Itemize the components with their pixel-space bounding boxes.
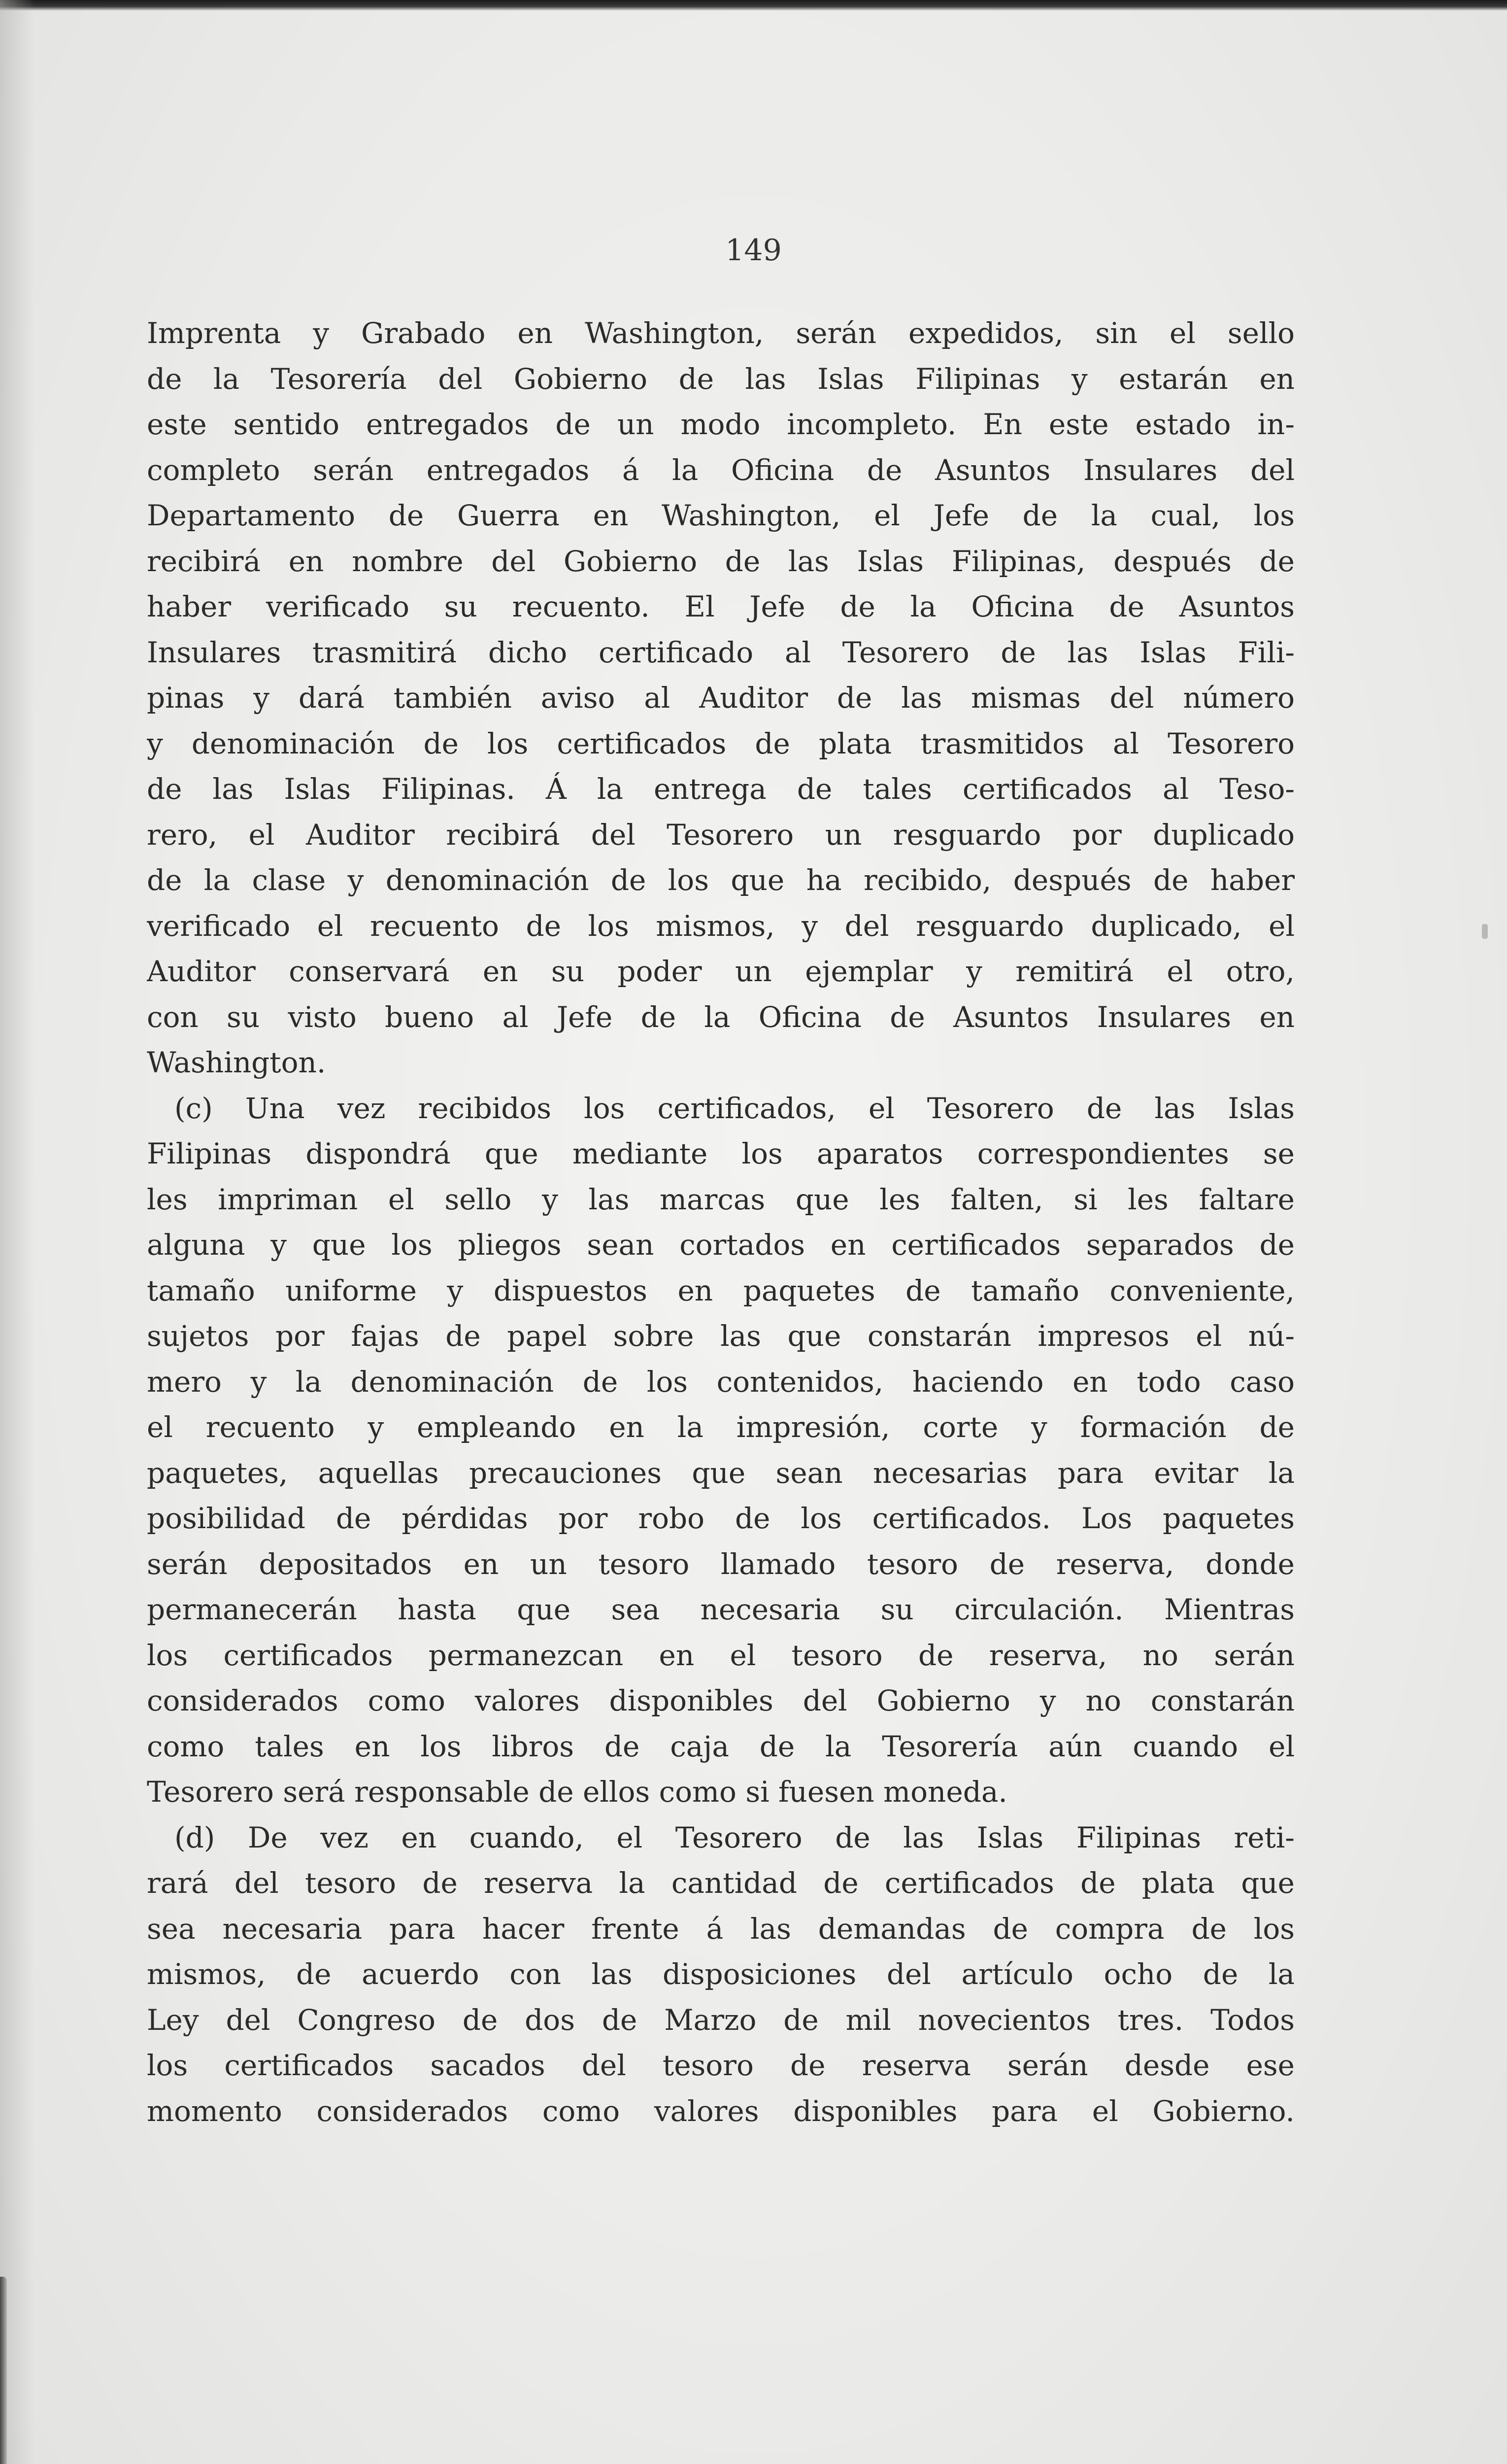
text-line: momento considerados como valores disponibles para el Gobierno. — [147, 2094, 1295, 2128]
text-line: Departamento de Guerra en Washington, el Jefe de la cual, los — [147, 499, 1295, 532]
text-line: (c) Una vez recibidos los certificados, el Tesorero de las Islas — [174, 1091, 1295, 1125]
text-line: sea necesaria para hacer frente á las demandas de compra de los — [147, 1912, 1295, 1946]
text-line: paquetes, aquellas precauciones que sean necesarias para evitar la — [147, 1456, 1295, 1490]
text-line: Filipinas dispondrá que mediante los aparatos correspondientes se — [147, 1137, 1295, 1170]
text-line: permanecerán hasta que sea necesaria su circulación. Mientras — [147, 1593, 1295, 1626]
text-line: posibilidad de pérdidas por robo de los certificados. Los paquetes — [147, 1502, 1295, 1535]
text-line: de la Tesorería del Gobierno de las Islas Filipinas y estarán en — [147, 362, 1295, 396]
text-line: Imprenta y Grabado en Washington, serán expedidos, sin el sello — [147, 316, 1295, 350]
text-line: pinas y dará también aviso al Auditor de las mismas del número — [147, 681, 1295, 715]
text-line: (d) De vez en cuando, el Tesorero de las Islas Filipinas reti- — [174, 1820, 1295, 1854]
text-line: Ley del Congreso de dos de Marzo de mil novecientos tres. Todos — [147, 2003, 1295, 2037]
page-number: 149 — [725, 233, 782, 268]
text-line: haber verificado su recuento. El Jefe de la Oficina de Asuntos — [147, 590, 1295, 623]
text-line: recibirá en nombre del Gobierno de las Islas Filipinas, después de — [147, 544, 1295, 578]
binding-mark — [0, 2277, 7, 2464]
text-line: mero y la denominación de los contenidos, haciendo en todo caso — [147, 1365, 1295, 1399]
text-line: Tesorero será responsable de ellos como si fuesen moneda. — [147, 1775, 1007, 1809]
text-line: completo serán entregados á la Oficina de Asuntos Insulares del — [147, 453, 1295, 487]
text-line: los certificados permanezcan en el tesoro de reserva, no serán — [147, 1638, 1295, 1672]
text-line: alguna y que los pliegos sean cortados en certificados separados de — [147, 1228, 1295, 1262]
text-line: considerados como valores disponibles del Gobierno y no constarán — [147, 1684, 1295, 1717]
text-line: mismos, de acuerdo con las disposiciones del artículo ocho de la — [147, 1957, 1295, 1991]
text-line: verificado el recuento de los mismos, y del resguardo duplicado, el — [147, 909, 1295, 943]
body-text — [147, 310, 1295, 2134]
text-line: Insulares trasmitirá dicho certificado al Tesorero de las Islas Fili- — [147, 635, 1295, 669]
text-line: y denominación de los certificados de plata trasmitidos al Tesorero — [147, 726, 1295, 760]
text-line: los certificados sacados del tesoro de reserva serán desde ese — [147, 2049, 1295, 2082]
text-line: les impriman el sello y las marcas que les falten, si les faltare — [147, 1182, 1295, 1216]
text-line: Auditor conservará en su poder un ejemplar y remitirá el otro, — [147, 955, 1295, 988]
page-gutter-shadow — [0, 0, 34, 2464]
text-line: tamaño uniforme y dispuestos en paquetes de tamaño conveniente, — [147, 1273, 1295, 1307]
text-line: serán depositados en un tesoro llamado tesoro de reserva, donde — [147, 1547, 1295, 1581]
text-line: con su visto bueno al Jefe de la Oficina de Asuntos Insulares en — [147, 1000, 1295, 1034]
text-line: Washington. — [147, 1046, 326, 1079]
text-line: rero, el Auditor recibirá del Tesorero un resguardo por duplicado — [147, 818, 1295, 852]
scan-top-edge — [0, 0, 1507, 11]
margin-smudge — [1482, 924, 1488, 939]
text-line: como tales en los libros de caja de la Tesorería aún cuando el — [147, 1729, 1295, 1763]
text-line: de las Islas Filipinas. Á la entrega de tales certificados al Teso- — [147, 772, 1295, 806]
text-line: de la clase y denominación de los que ha recibido, después de haber — [147, 863, 1295, 897]
text-line: el recuento y empleando en la impresión, corte y formación de — [147, 1410, 1295, 1444]
text-line: rará del tesoro de reserva la cantidad de certificados de plata que — [147, 1866, 1295, 1900]
text-line: sujetos por fajas de papel sobre las que constarán impresos el nú- — [147, 1319, 1295, 1353]
text-line: este sentido entregados de un modo incompleto. En este estado in- — [147, 408, 1295, 441]
